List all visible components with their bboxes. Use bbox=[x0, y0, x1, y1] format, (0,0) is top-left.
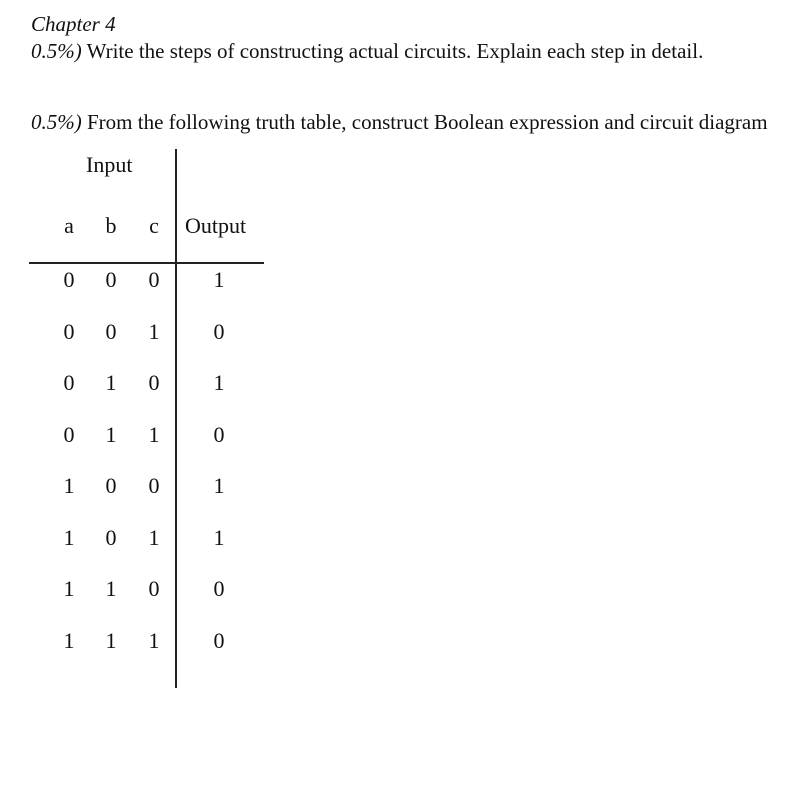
table-cell-c: 0 bbox=[148, 370, 160, 395]
question-1 bbox=[31, 39, 703, 63]
question-2-marks: 0.5%) bbox=[31, 110, 82, 134]
table-cell-a: 0 bbox=[63, 370, 75, 395]
table-cell-c: 0 bbox=[148, 473, 160, 498]
table-vertical-divider bbox=[175, 149, 177, 688]
table-cell-c: 0 bbox=[148, 576, 160, 601]
column-header-c: c bbox=[149, 213, 159, 238]
question-1-marks: 0.5%) bbox=[31, 39, 82, 63]
table-cell-a: 0 bbox=[63, 422, 75, 447]
table-cell-output: 0 bbox=[213, 628, 225, 653]
table-cell-b: 0 bbox=[105, 319, 117, 344]
table-cell-b: 1 bbox=[105, 370, 117, 395]
table-cell-output: 1 bbox=[213, 525, 225, 550]
table-cell-b: 1 bbox=[105, 576, 117, 601]
table-cell-a: 1 bbox=[63, 525, 75, 550]
table-cell-b: 1 bbox=[105, 422, 117, 447]
table-cell-c: 1 bbox=[148, 319, 160, 344]
table-cell-output: 0 bbox=[213, 422, 225, 447]
question-2-text: From the following truth table, construct Boolean expression and circuit diagram bbox=[87, 110, 768, 134]
table-cell-c: 1 bbox=[148, 422, 160, 447]
table-cell-a: 1 bbox=[63, 576, 75, 601]
table-cell-output: 1 bbox=[213, 370, 225, 395]
table-cell-output: 1 bbox=[213, 267, 225, 292]
output-header: Output bbox=[185, 213, 247, 238]
table-cell-a: 0 bbox=[63, 319, 75, 344]
table-cell-b: 0 bbox=[105, 525, 117, 550]
question-1-text: Write the steps of constructing actual circuits. Explain each step in detail. bbox=[86, 39, 704, 63]
column-header-b: b bbox=[105, 213, 117, 238]
question-2 bbox=[31, 110, 768, 134]
table-cell-output: 0 bbox=[213, 576, 225, 601]
table-cell-b: 0 bbox=[105, 473, 117, 498]
table-cell-output: 0 bbox=[213, 319, 225, 344]
table-cell-a: 1 bbox=[63, 473, 75, 498]
table-cell-output: 1 bbox=[213, 473, 225, 498]
input-header: Input bbox=[86, 152, 133, 177]
table-cell-a: 0 bbox=[63, 267, 75, 292]
table-cell-c: 0 bbox=[148, 267, 160, 292]
table-cell-b: 0 bbox=[105, 267, 117, 292]
column-header-a: a bbox=[64, 213, 74, 238]
table-header-divider bbox=[29, 262, 264, 264]
chapter-title: Chapter 4 bbox=[31, 12, 116, 36]
table-cell-a: 1 bbox=[63, 628, 75, 653]
table-cell-c: 1 bbox=[148, 525, 160, 550]
table-cell-c: 1 bbox=[148, 628, 160, 653]
table-cell-b: 1 bbox=[105, 628, 117, 653]
